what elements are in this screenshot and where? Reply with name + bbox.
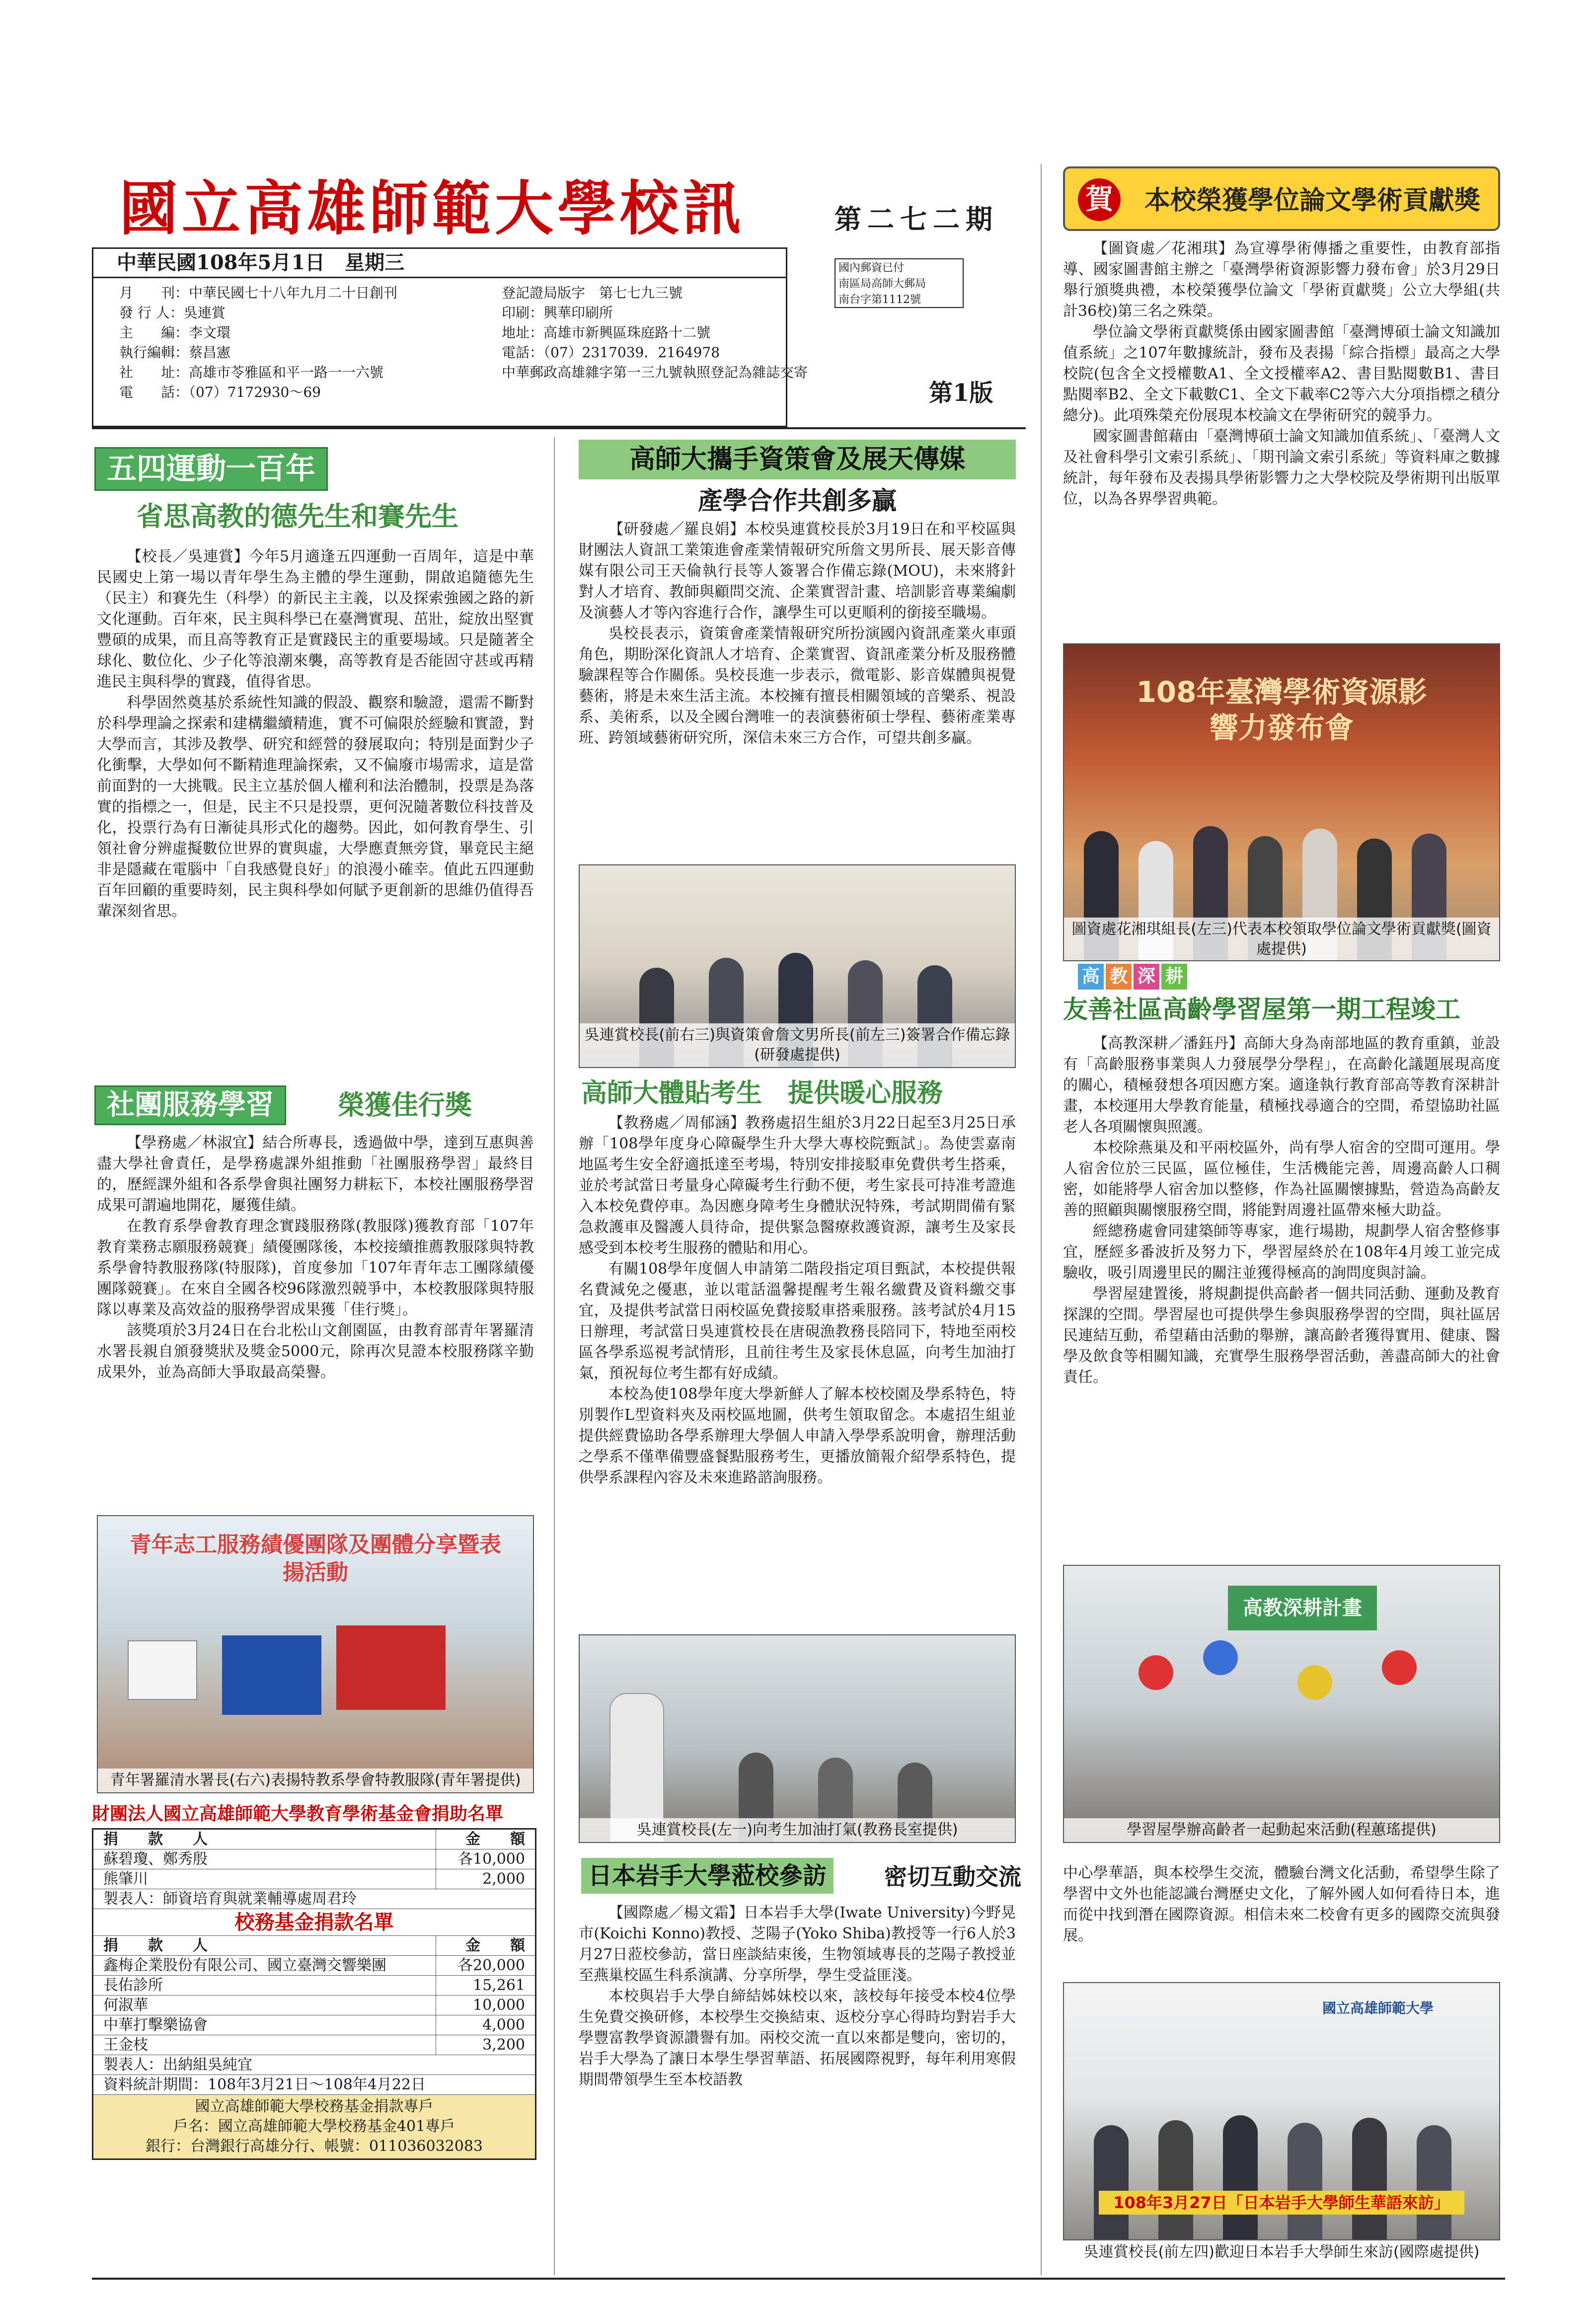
figure	[1158, 2120, 1193, 2239]
donation-title-1: 財團法人國立高雄師範大學教育學術基金會捐助名單	[92, 1804, 504, 1824]
art1-title: 五四運動一百年	[94, 447, 328, 491]
art4-title: 高師大體貼考生 提供暖心服務	[581, 1078, 943, 1108]
masthead-title: 國立高雄師範大學校訊	[119, 174, 746, 243]
flag-blue	[222, 1635, 321, 1715]
art6-header	[1063, 166, 1500, 231]
meta-line: 電話：（07）2317039．2164978	[502, 344, 720, 361]
art2-subtitle: 榮獲佳行獎	[338, 1089, 472, 1121]
paragraph: 【高教深耕／潘鈺丹】高師大身為南部地區的教育重鎮，並設有「高齡服務事業與人力發展學分學程」，在高齡化議題展現高度的關心，積極發想各項因應方案。適逢執行教育部高等教育深耕計畫，本校運用大學教育能量，積極找尋適合的空間，希望協助社區老人各項關懷與照護。	[1063, 1035, 1500, 1136]
photo-caption: 學習屋學辦高齡者一起動起來活動(程蕙瑤提供)	[1064, 1818, 1499, 1842]
note: 資料統計期間：108年3月21日～108年4月22日	[103, 2076, 426, 2093]
photo-caption: 圖資處花湘琪組長(左三)代表本校領取學位論文學術貢獻獎(圖資處提供)	[1064, 918, 1499, 960]
figure	[1352, 2118, 1387, 2239]
meta-line: 印刷：興華印刷所	[502, 305, 613, 321]
bank-info	[93, 2095, 535, 2158]
art2-body	[97, 1133, 534, 1383]
donor-amount: 15,261	[436, 1976, 535, 1995]
figure	[1223, 2115, 1258, 2239]
flag-red	[336, 1625, 446, 1710]
paragraph: 該獎項於3月24日在台北松山文創園區，由教育部青年署羅清水署長親自頒發獎狀及獎金5000元，除再次見證本校服務隊辛勤成果外，並為高師大爭取最高榮譽。	[97, 1322, 534, 1381]
paragraph: 學位論文學術貢獻獎係由國家圖書館「臺灣博碩士論文知識加值系統」之107年數據統計，發布及表揚「綜合指標」最高之大學校院(包含全文授權數A1、全文授權率A2、書目點閱數B1、書目點閱率B2、全文下載數C1、全文下載率C2等六大分項指標之積分總分)。此項殊榮充份展現本校論文在學術研究的競爭力。	[1063, 323, 1500, 424]
donor-amount: 4,000	[436, 2015, 535, 2035]
paragraph: 經總務處會同建築師等專家，進行場勘，規劃學人宿舍整修事宜，歷經多番波折及努力下，學習屋終於在108年4月竣工並完成驗收，吸引周邊里民的關注並獲得極高的詢問度與討論。	[1063, 1223, 1500, 1282]
donor-amount: 3,200	[436, 2035, 535, 2055]
postal-line: 南區局高師大郵局	[838, 278, 926, 290]
figure	[1288, 2123, 1322, 2239]
header-name: 捐 款 人	[103, 1937, 208, 1954]
paragraph: 吳校長表示，資策會產業情報研究所扮演國內資訊產業火車頭角色，期盼深化資訊人才培育、企業實習、資訊產業分析及服務體驗課程等合作關係。吳校長進一步表示，微電影、影音媒體與視覺藝術，將是未來生活主流。本校擁有擅長相關領域的音樂系、視設系、美術系，以及全國台灣唯一的表演藝術碩士學程、藝術產業專班、跨領域藝術研究所，深信未來三方合作，可望共創多贏。	[579, 625, 1016, 747]
note: 製表人：師資培育與就業輔導處周君玲	[103, 1890, 357, 1908]
photo-caption: 吳連賞校長(前左四)歡迎日本岩手大學師生來訪(國際處提供)	[1083, 2243, 1480, 2261]
table-row	[93, 1849, 535, 1869]
edition-label: 第1版	[929, 379, 993, 407]
art6-title: 本校榮獲學位論文學術貢獻獎	[1144, 186, 1481, 216]
paragraph: 國家圖書館藉由「臺灣博碩士論文知識加值系統」、「臺灣人文及社會科學引文索引系統」、「期刊論文索引系統」等資料庫之數據統計，每年發布及表揚具學術影響力之大學校院及學術期刊出版單位，以為各界學習典範。	[1063, 428, 1500, 508]
art1-body	[97, 546, 534, 922]
figure	[1094, 2125, 1129, 2239]
paragraph: 在教育系學會教育理念實踐服務隊(教服隊)獲教育部「107年教育業務志願服務競賽」績優團隊後，本校接續推薦教服隊與特教系學會特教服務隊(特服隊)，首度參加「107年青年志工團隊績優團隊競賽」。在來自全國各校96隊激烈競爭中，本校教服隊與特服隊以專業及高效益的服務學習成果獲「佳行獎」。	[97, 1218, 534, 1318]
art5-photo	[1063, 1982, 1500, 2240]
paragraph: 有關108學年度個人申請第二階段指定項目甄試，本校提供報名費減免之優惠，並以電話溫馨提醒考生報名繳費及資料繳交事宜，及提供考試當日兩校區免費接駁車搭乘服務。該考試於4月15日辦理，考試當日吳連賞校長在唐硯漁教務長陪同下，特地至兩校區各學系巡視考試情形，且前往考生及家長休息區，向考生加油打氣，預祝每位考生都有好成績。	[579, 1260, 1016, 1382]
art2-title: 社團服務學習	[94, 1085, 286, 1125]
art3-subtitle: 產學合作共創多贏	[698, 486, 897, 515]
issue-number: 第二七二期	[835, 203, 998, 235]
table-note	[93, 2075, 535, 2095]
donor-name: 中華打擊樂協會	[103, 2016, 208, 2034]
badge: 教	[1106, 964, 1132, 990]
bank-line: 戶名：國立高雄師範大學校務基金401專戶	[173, 2118, 456, 2135]
table-note	[93, 1889, 535, 1909]
art5-title: 日本岩手大學蒞校參訪	[581, 1858, 834, 1894]
art2-photo	[97, 1515, 534, 1793]
table-row	[93, 1869, 535, 1889]
meta-right	[502, 283, 808, 383]
table-subtitle-row	[93, 1909, 535, 1936]
donor-amount: 各10,000	[436, 1849, 535, 1869]
header-amount: 金 額	[436, 1936, 535, 1955]
column-divider	[1041, 164, 1042, 2275]
meta-line: 執行編輯：蔡昌憲	[119, 344, 231, 361]
art1-subtitle: 省思高教的德先生和賽先生	[137, 501, 458, 532]
photo-caption: 吳連賞校長(前右三)與資策會詹文男所長(前左三)簽署合作備忘錄(研發處提供)	[580, 1023, 1015, 1067]
meta-line: 地址：高雄市新興區珠庭路十二號	[502, 324, 711, 341]
paragraph: 【研發處／羅良娟】本校吳連賞校長於3月19日在和平校區與財團法人資訊工業策進會產業情報研究所詹文男所長、展天影音傳媒有限公司王天倫執行長等人簽署合作備忘錄(MOU)，未來將針對人才培育、教師與顧問交流、企業實習計畫、培訓影音專業編劇及演藝人才等內容進行合作，讓學生可以更順利的銜接至職場。	[579, 521, 1016, 621]
ball	[1139, 1655, 1173, 1690]
paragraph: 【教務處／周郁涵】教務處招生組於3月22日起至3月25日承辦「108學年度身心障礙學生升大學大專校院甄試」。為使雲嘉南地區考生安全舒適抵達至考場，特別安排接駁車免費供考生搭乘，並於考試當日考量身心障礙考生行動不便，考生家長可持准考證進入本校免費停車。為因應身障考生身體狀況特殊，考試期間備有緊急救護車及醫護人員待命，提供緊急醫療救護資源，讓考生及家長感受到本校考生服務的體貼和用心。	[579, 1114, 1016, 1257]
meta-line: 發 行 人：吳連賞	[119, 305, 226, 321]
art5-continued: 中心學華語，與本校學生交流，體驗台灣文化活動，希望學生除了學習中文外也能認識台灣歷史文化，了解外國人如何看待日本，進而從中找到潛在國際資源。相信未來二校會有更多的國際交流與發展。	[1063, 1864, 1500, 1944]
meta-line: 主 編：李文環	[119, 324, 231, 341]
donor-amount: 各20,000	[436, 1956, 535, 1975]
bottom-rule	[92, 2278, 1505, 2280]
column-divider	[554, 437, 555, 2275]
photo-caption: 吳連賞校長(左一)向考生加油打氣(教務長室提供)	[580, 1818, 1015, 1842]
donor-name: 長佑診所	[103, 1977, 163, 1994]
header-amount: 金 額	[436, 1830, 535, 1849]
postal-line: 國內郵資已付	[838, 262, 905, 274]
donor-amount: 10,000	[436, 1996, 535, 2015]
issue-date: 中華民國108年5月1日 星期三	[92, 247, 787, 278]
meta-line: 登記證局版字 第七七九三號	[502, 285, 683, 301]
art5-subtitle: 密切互動交流	[884, 1863, 1021, 1890]
badge: 高	[1078, 964, 1104, 990]
donor-amount: 2,000	[436, 1869, 535, 1889]
table-header	[93, 1936, 535, 1956]
sign-board	[128, 1640, 197, 1700]
postal-box	[835, 258, 964, 308]
art6-body	[1063, 238, 1500, 510]
meta-left	[119, 283, 397, 402]
table-row	[93, 1956, 535, 1976]
photo-banner: 高教深耕計畫	[1228, 1586, 1377, 1630]
ball	[1382, 1650, 1417, 1685]
art7-body	[1063, 1033, 1500, 1388]
donor-name: 熊肇川	[103, 1870, 148, 1888]
meta-line: 月 刊：中華民國七十八年九月二十日創刊	[119, 285, 398, 301]
badge: 深	[1134, 964, 1159, 990]
table-row	[93, 2035, 535, 2055]
photo-banner: 108年3月27日「日本岩手大學師生華語來訪」	[1099, 2191, 1464, 2215]
photo-caption: 青年署羅清水署長(右六)表揚特教系學會特教服隊(青年署提供)	[98, 1768, 533, 1792]
art6-photo	[1063, 643, 1500, 961]
donor-name: 何淑華	[103, 1997, 148, 2014]
art7-photo	[1063, 1565, 1500, 1843]
paragraph: 學習屋建置後，將規劃提供高齡者一個共同活動、運動及教育探課的空間。學習屋也可提供學生參與服務學習的空間，與社區居民連結互動，希望藉由活動的舉辦，讓高齡者獲得實用、健康、醫學及飲食等相關知識，充實學生服務學習活動，善盡高師大的社會責任。	[1063, 1285, 1500, 1386]
art4-body	[579, 1113, 1016, 1488]
meta-line: 電 話：（07）7172930～69	[119, 384, 321, 400]
table-row	[93, 2015, 535, 2035]
art3-body	[579, 519, 1016, 749]
note: 製表人：出納組吳純宜	[103, 2056, 252, 2074]
photo-banner: 青年志工服務績優團隊及團體分享暨表揚活動	[130, 1532, 501, 1585]
divider	[92, 427, 1026, 429]
paragraph: 本校為使108學年度大學新鮮人了解本校校園及學系特色，特別製作L型資料夾及兩校區地圖，供考生領取留念。本處招生組並提供經費協助各學系辦理大學個人申請入學學系說明會，辦理活動之學系不僅準備豐盛餐點服務考生，更播放簡報介紹學系特色，提供學系課程內容及未來進路諮詢服務。	[579, 1385, 1016, 1486]
art7-title: 友善社區高齡學習屋第一期工程竣工	[1063, 995, 1460, 1024]
postal-line: 南台字第1112號	[838, 294, 921, 306]
bank-line: 銀行：台灣銀行高雄分行、帳號：011036032083	[145, 2138, 483, 2155]
paragraph: 【圖資處／花湘琪】為宣導學術傳播之重要性，由教育部指導、國家圖書館主辦之「臺灣學術資源影響力發布會」於3月29日舉行頒獎典禮，本校榮獲學位論文「學術貢獻獎」公立大學組(共計36校)第三名之殊榮。	[1063, 240, 1500, 320]
paragraph: 【校長／吳連賞】今年5月適逢五四運動一百周年，這是中華民國史上第一場以青年學生為主體的學生運動，開啟追隨德先生（民主）和賽先生（科學）的新民主主義，以及探索強國之路的新文化運動。百年來，民主與科學已在臺灣實現、茁壯，綻放出堅實豐碩的成果，而且高等教育正是實踐民主的重要場域。只是隨著全球化、數位化、少子化等浪潮來襲，高等教育是否能固守甚或再精進民主與科學的實踐，值得省思。	[97, 548, 534, 691]
art5-body	[579, 1903, 1016, 2090]
table-row	[93, 1996, 535, 2015]
table-row	[93, 1976, 535, 1996]
donor-name: 王金枝	[103, 2036, 148, 2054]
donor-name: 鑫梅企業股份有限公司、國立臺灣交響樂團	[103, 1957, 386, 1974]
bank-line: 國立高雄師範大學校務基金捐款專戶	[195, 2098, 434, 2115]
donation-title-2: 校務基金捐款名單	[234, 1911, 394, 1934]
paragraph: 本校與岩手大學自締結姊妹校以來，該校每年接受本校4位學生免費交換研修，本校學生交換結束、返校分享心得時均對岩手大學豐富教學資源讚譽有加。兩校交流一直以來都是雙向，密切的，岩手大學為了讓日本學生學習華語、拓展國際視野，每年利用寒假期間帶領學生至本校語教	[579, 1988, 1016, 2088]
art7-badges	[1078, 964, 1189, 990]
table-note	[93, 2055, 535, 2075]
donor-name: 蘇碧瓊、鄭秀殷	[103, 1850, 208, 1868]
ball	[1297, 1665, 1332, 1700]
paragraph: 【國際處／楊文霜】日本岩手大學(Iwate University)今野晃市(Koichi Konno)教授、芝陽子(Yoko Shiba)教授等一行6人於3月27日蒞校參訪，當日座談結束後，生物領域專長的芝陽子教授並至燕巢校區生科系演講、分享所學，學生受益匪淺。	[579, 1904, 1016, 1984]
art4-photo	[579, 1634, 1016, 1843]
ball	[1203, 1640, 1238, 1675]
header-name: 捐 款 人	[103, 1831, 208, 1848]
art3-title: 高師大攜手資策會及展天傳媒	[579, 440, 1016, 479]
donation-table	[92, 1828, 536, 2160]
paragraph: 本校除燕巢及和平兩校區外，尚有學人宿舍的空間可運用。學人宿舍位於三民區，區位極佳，生活機能完善，周邊高齡人口稠密，如能將學人宿舍加以整修，作為社區關懷據點，營造為高齡友善的照顧與關懷服務空間，將能對周邊社區帶來極大助益。	[1063, 1139, 1500, 1219]
art3-photo	[579, 864, 1016, 1068]
figure	[1417, 2125, 1451, 2239]
congrats-badge: 賀	[1078, 178, 1121, 221]
paragraph: 【學務處／林淑宜】結合所專長，透過做中學，達到互惠與善盡大學社會責任，是學務處課外組推動「社團服務學習」最終目的，歷經課外組和各系學會與社團努力耕耘下，本校社團服務學習成果可謂遍地開花，屢獲佳績。	[97, 1134, 534, 1214]
photo-banner: 108年臺灣學術資源影響力發布會	[1136, 675, 1427, 745]
table-header	[93, 1830, 535, 1849]
meta-line: 社 址：高雄市苓雅區和平一路一一六號	[119, 364, 384, 381]
photo-sign: 國立高雄師範大學	[1322, 2000, 1434, 2016]
meta-line: 中華郵政高雄雜字第一三九號執照登記為雜誌交寄	[502, 364, 808, 381]
badge: 耕	[1161, 964, 1187, 990]
paragraph: 科學固然奠基於系統性知識的假設、觀察和驗證，還需不斷對於科學理論之探索和建構繼續精進，實不可偏限於經驗和實證，對大學而言，其涉及教學、研究和經營的發展取向；特別是面對少子化衝擊，大學如何不斷精進理論探索，又不偏廢市場需求，這是當前面對的一大挑戰。民主立基於個人權利和法治體制，投票是為落實的指標之一，但是，民主不只是投票，更何況隨著數位科技普及化，投票行為有日漸徒具形式化的趨勢。因此，如何教育學生、引領社會分辨虛擬數位世界的實與虛，大學應責無旁貸，畢竟民主絕非是隱藏在電腦中「自我感覺良好」的浪漫小確幸。值此五四運動百年回顧的重要時刻，民主與科學如何賦予更創新的思維仍值得吾輩深刻省思。	[97, 694, 534, 920]
